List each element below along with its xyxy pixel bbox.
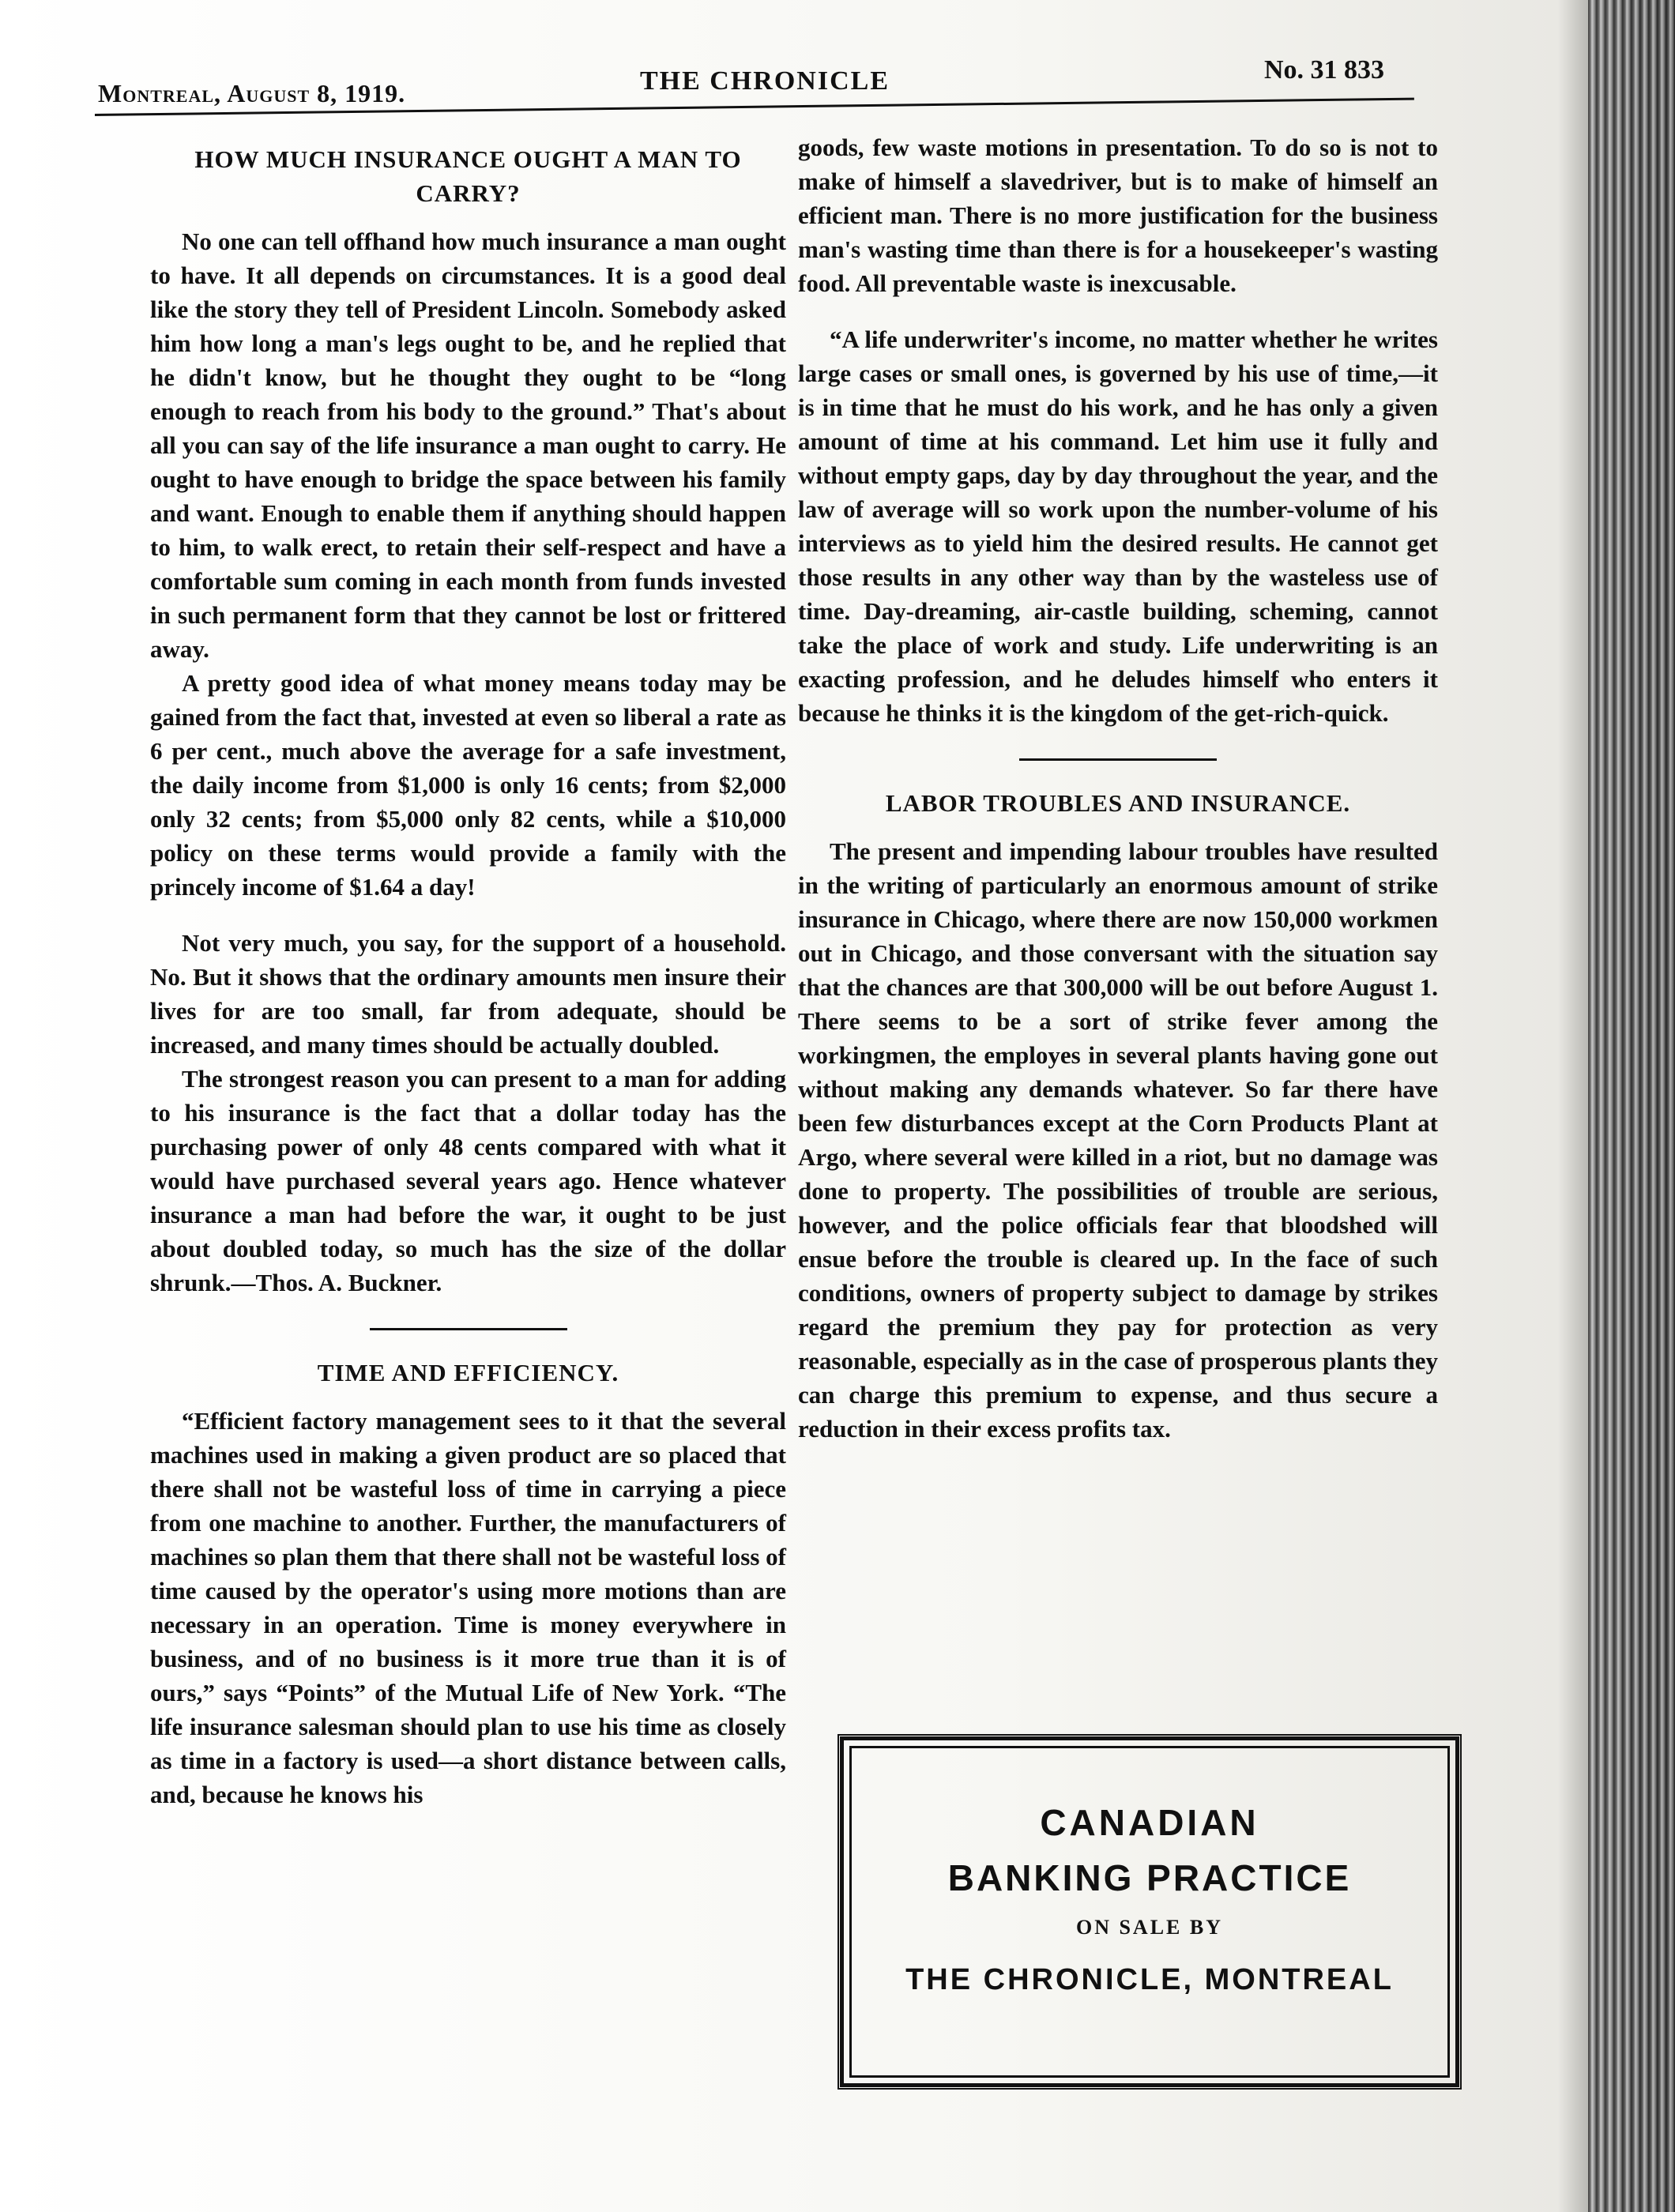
ad-headline-1: CANADIAN [1040,1802,1259,1843]
article-paragraph: Not very much, you say, for the support of a household. No. But it shows that the ordinary amounts men insure their lives for are too small, far from adequate, should be increased, and many times should be actually doubled. [150,929,786,1059]
running-header [95,55,1422,118]
article-paragraph: The strongest reason you can present to a man for adding to his insurance is the fact that a dollar today has the purchasing power of only 48 cents compared with what it would have purchased several years ago. Hence whatever insurance a man had before the war, it ought to be just about doubled today, so much has the size of the dollar shrunk.—Thos. A. Buckner. [150,1065,786,1296]
right-column [798,130,1438,1446]
section-divider [370,1328,567,1330]
article-title-labor: LABOR TROUBLES AND INSURANCE. [885,789,1351,817]
article-paragraph: “Efficient factory management sees to it that the several machines used in making a given product are so placed that there shall not be wasteful loss of time in carrying a piece from one machine to another. Further, the manufacturers of machines so plan them that there shall not be wasteful loss of time caused by the operator's using more motions than are necessary in an operation. Time is money everywhere in business, and of no business is it more true than it is of ours,” says “Points” of the Mutual Life of New York. “The life insurance salesman should plan to use his time as closely as time in a factory is used—a short distance between calls, and, because he knows his [150,1407,786,1808]
ad-headline-2: BANKING PRACTICE [947,1857,1352,1898]
book-fore-edge [1588,0,1675,2212]
ad-publisher: THE CHRONICLE, MONTREAL [905,1963,1394,1996]
header-page-number: No. 31 833 [1264,55,1385,85]
article-paragraph: The present and impending labour troubles have resulted in the writing of particularly an enormous amount of strike insurance in Chicago, where there are now 150,000 workmen out in Chicago, and those conversant with the situation say that the chances are that 300,000 will be out before August 1. There seems to be a sort of strike fever among the workingmen, the employes in several plants having gone out without making any demands whatever. So far there have been few disturbances except at the Corn Products Plant at Argo, where several were killed in a riot, but no damage was done to property. The possibilities of trouble are serious, however, and the police officials fear that bloodshed will ensue before the trouble is cleared up. In the face of such conditions, owners of property subject to damage by strikes regard the premium they pay for protection as very reasonable, especially as in the case of prosperous plants they can charge this premium to expense, and thus secure a reduction in their excess profits tax. [798,837,1438,1443]
header-publication-title: THE CHRONICLE [640,66,890,96]
article-paragraph: “A life underwriter's income, no matter whether he writes large cases or small ones, is governed by his use of time,—it is in time that he must do his work, and he has only a given amount of time at his command. Let him use it fully and without empty gaps, day by day throughout the year, and the law of average will so work upon the number-volume of his interviews as to yield him the desired results. He cannot get those results in any other way than by the wasteless use of time. Day-dreaming, air-castle building, scheming, cannot take the place of work and study. Life underwriting is an exacting profession, and he deludes himself who enters it because he thinks it is the kingdom of the get-rich-quick. [798,325,1438,727]
article-title-insurance: HOW MUCH INSURANCE OUGHT A MAN TO CARRY? [194,145,742,207]
header-dateline: Montreal, August 8, 1919. [98,79,406,107]
advertisement-box [838,1734,1462,2090]
left-column [150,142,786,1811]
advertisement-inner-border [849,1746,1450,2078]
article-title-efficiency: TIME AND EFFICIENCY. [317,1359,619,1386]
article-paragraph: No one can tell offhand how much insurance a man ought to have. It all depends on circumstances. It is a good deal like the story they tell of President Lincoln. Somebody asked him how long a man's legs ought to be, and he replied that he didn't know, but he thought they ought to be “long enough to reach from his body to the ground.” That's about all you can say of the life insurance a man ought to carry. He ought to have enough to bridge the space between his family and want. Enough to enable them if anything should happen to him, to walk erect, to retain their self-respect and have a comfortable sum coming in each month from funds invested in such permanent form that they cannot be lost or frittered away. [150,228,786,663]
article-paragraph: A pretty good idea of what money means today may be gained from the fact that, invested at even so liberal a rate as 6 per cent., much above the average for a safe investment, the daily income from $1,000 is only 16 cents; from $2,000 only 32 cents; from $5,000 only 82 cents, while a $10,000 policy on these terms would provide a family with the princely income of $1.64 a day! [150,669,786,901]
section-divider [1019,758,1217,761]
article-paragraph-continued: goods, few waste motions in presentation. To do so is not to make of himself a slavedriver, but is to make of himself an efficient man. There is no more justification for the business man's wasting time than there is for a housekeeper's wasting food. All preventable waste is inexcusable. [798,134,1438,297]
ad-subline: ON SALE BY [1075,1916,1224,1939]
